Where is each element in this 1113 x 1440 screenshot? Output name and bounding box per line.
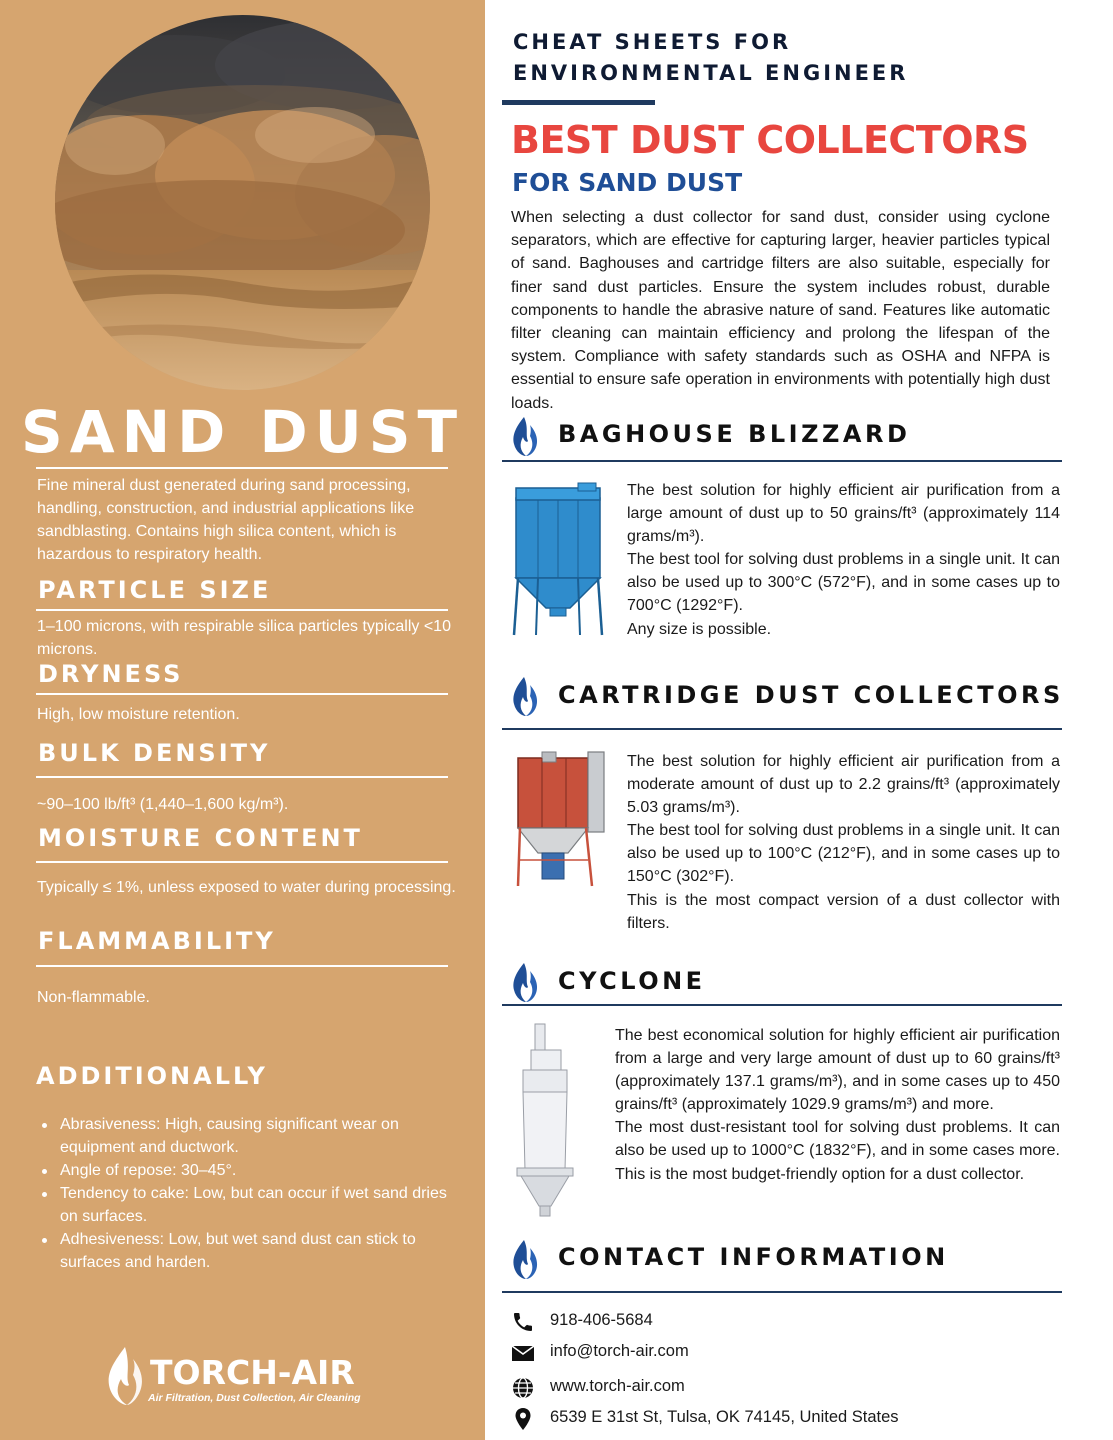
cyclone-heading: CYCLONE: [558, 967, 706, 995]
flame-icon: [510, 416, 542, 456]
contact-email-row[interactable]: [510, 1339, 1070, 1367]
flammability-value: Non-flammable.: [37, 989, 150, 1006]
contact-divider: [502, 1291, 1062, 1293]
envelope-icon: [510, 1341, 536, 1365]
cheat-sheet-kicker: [513, 27, 908, 89]
sand-dust-description: Fine mineral dust generated during sand processing, handling, construction, and industrial applications like sandblasting. Contains high silica content, which is hazardous to respiratory health.: [37, 477, 415, 563]
cyclone-divider: [502, 1004, 1062, 1006]
logo-name: TORCH-AIR: [150, 1353, 355, 1392]
additionally-heading: ADDITIONALLY: [36, 1062, 268, 1090]
cyclone-paragraph: The most dust-resistant tool for solving dust problems. It can also be used up to 1000°C (1832°F), and in some cases more. This is the most budget-friendly option for a dust collector.: [615, 1119, 1060, 1183]
cartridge-description: [627, 750, 1060, 935]
contact-phone-row[interactable]: [510, 1308, 1070, 1336]
flammability-heading: FLAMMABILITY: [38, 927, 276, 955]
moisture-content-value: Typically ≤ 1%, unless exposed to water during processing.: [37, 879, 456, 896]
particle-size-divider: [36, 609, 448, 611]
logo-tagline: Air Filtration, Dust Collection, Air Cleaning: [148, 1392, 361, 1404]
kicker-line-1: CHEAT SHEETS FOR: [513, 30, 792, 54]
additionally-list: [38, 1113, 448, 1274]
title-divider: [36, 467, 448, 469]
cartridge-heading: CARTRIDGE DUST COLLECTORS: [558, 681, 1064, 709]
baghouse-paragraph: The best solution for highly efficient air purification from a large amount of dust up to 50 grains/ft³ (approximately 114 grams/m³).: [627, 482, 1060, 546]
list-item: Adhesiveness: Low, but wet sand dust can stick to surfaces and harden.: [38, 1228, 448, 1274]
flame-icon: [510, 1239, 542, 1279]
contact-address: 6539 E 31st St, Tulsa, OK 74145, United States: [550, 1408, 899, 1426]
cartridge-collector-illustration: [512, 748, 612, 888]
contact-email[interactable]: info@torch-air.com: [550, 1342, 689, 1360]
baghouse-illustration: [508, 480, 608, 638]
kicker-underline: [502, 100, 655, 105]
contact-website[interactable]: www.torch-air.com: [550, 1377, 685, 1395]
contact-heading: CONTACT INFORMATION: [558, 1243, 949, 1271]
bulk-density-value: ~90–100 lb/ft³ (1,440–1,600 kg/m³).: [37, 796, 289, 813]
baghouse-paragraph: Any size is possible.: [627, 620, 772, 638]
dryness-heading: DRYNESS: [38, 660, 184, 688]
bulk-density-heading: BULK DENSITY: [38, 739, 271, 767]
dryness-divider: [36, 693, 448, 695]
moisture-content-heading: MOISTURE CONTENT: [38, 824, 363, 852]
left-panel: [0, 0, 485, 1440]
sand-storm-photo: [55, 15, 430, 390]
bulk-density-divider: [36, 776, 448, 778]
page-title: BEST DUST COLLECTORS: [511, 118, 1029, 162]
list-item: Abrasiveness: High, causing significant wear on equipment and ductwork.: [38, 1113, 448, 1159]
page-subtitle: FOR SAND DUST: [512, 168, 743, 197]
cartridge-paragraph: The best tool for solving dust problems in a single unit. It can also be used up to 100°C (212°F), and in some cases up to 150°C (302°F).: [627, 822, 1060, 886]
phone-icon: [510, 1310, 536, 1334]
location-pin-icon: [510, 1407, 536, 1431]
kicker-line-2: ENVIRONMENTAL ENGINEER: [513, 61, 909, 85]
cyclone-paragraph: The best economical solution for highly efficient air purification from a large and very large amount of dust up to 60 grains/ft³ (approximately 137.1 grams/m³), and in some cases up to 450 grains/ft³ (approximately 1029.9 grams/m³) and more.: [615, 1027, 1060, 1114]
baghouse-paragraph: The best tool for solving dust problems in a single unit. It can also be used up to 300°C (572°F), and in some cases up to 700°C (1292°F).: [627, 551, 1060, 615]
contact-address-row: [510, 1405, 1070, 1433]
flammability-divider: [36, 965, 448, 967]
cartridge-paragraph: This is the most compact version of a dust collector with filters.: [627, 891, 1060, 932]
flame-icon: [510, 962, 542, 1002]
cartridge-paragraph: The best solution for highly efficient air purification from a moderate amount of dust up to 2.2 grains/ft³ (approximately 5.03 grams/m³).: [627, 753, 1060, 817]
cartridge-divider: [502, 728, 1062, 730]
flame-icon: [510, 676, 542, 716]
intro-paragraph: When selecting a dust collector for sand dust, consider using cyclone separators, which are effective for capturing larger, heavier particles typical of sand. Baghouses and cartridge filters are also suitable, especially for finer sand dust particles. Ensure the system includes robust, durable components to handle the abrasive nature of sand. Features like automatic filter cleaning can maintain efficiency and prolong the lifespan of the system. Compliance with safety standards such as OSHA and NFPA is essential to ensure safe operation in environments with potentially high dust loads.: [511, 209, 1050, 412]
baghouse-description: [627, 479, 1060, 641]
moisture-content-divider: [36, 861, 448, 863]
globe-icon: [510, 1376, 536, 1400]
flame-logo-icon: [103, 1345, 147, 1407]
particle-size-value: 1–100 microns, with respirable silica particles typically <10 microns.: [37, 618, 451, 658]
sand-dust-title: SAND DUST: [20, 398, 465, 466]
list-item: Angle of repose: 30–45°.: [38, 1159, 448, 1182]
list-item: Tendency to cake: Low, but can occur if wet sand dries on surfaces.: [38, 1182, 448, 1228]
cyclone-illustration: [505, 1020, 585, 1220]
contact-phone[interactable]: 918-406-5684: [550, 1311, 653, 1329]
baghouse-divider: [502, 460, 1062, 462]
contact-website-row[interactable]: [510, 1374, 1070, 1402]
baghouse-heading: BAGHOUSE BLIZZARD: [558, 420, 911, 448]
particle-size-heading: PARTICLE SIZE: [38, 576, 272, 604]
cyclone-description: [615, 1024, 1060, 1186]
dryness-value: High, low moisture retention.: [37, 706, 240, 723]
torch-air-logo: [103, 1345, 383, 1410]
